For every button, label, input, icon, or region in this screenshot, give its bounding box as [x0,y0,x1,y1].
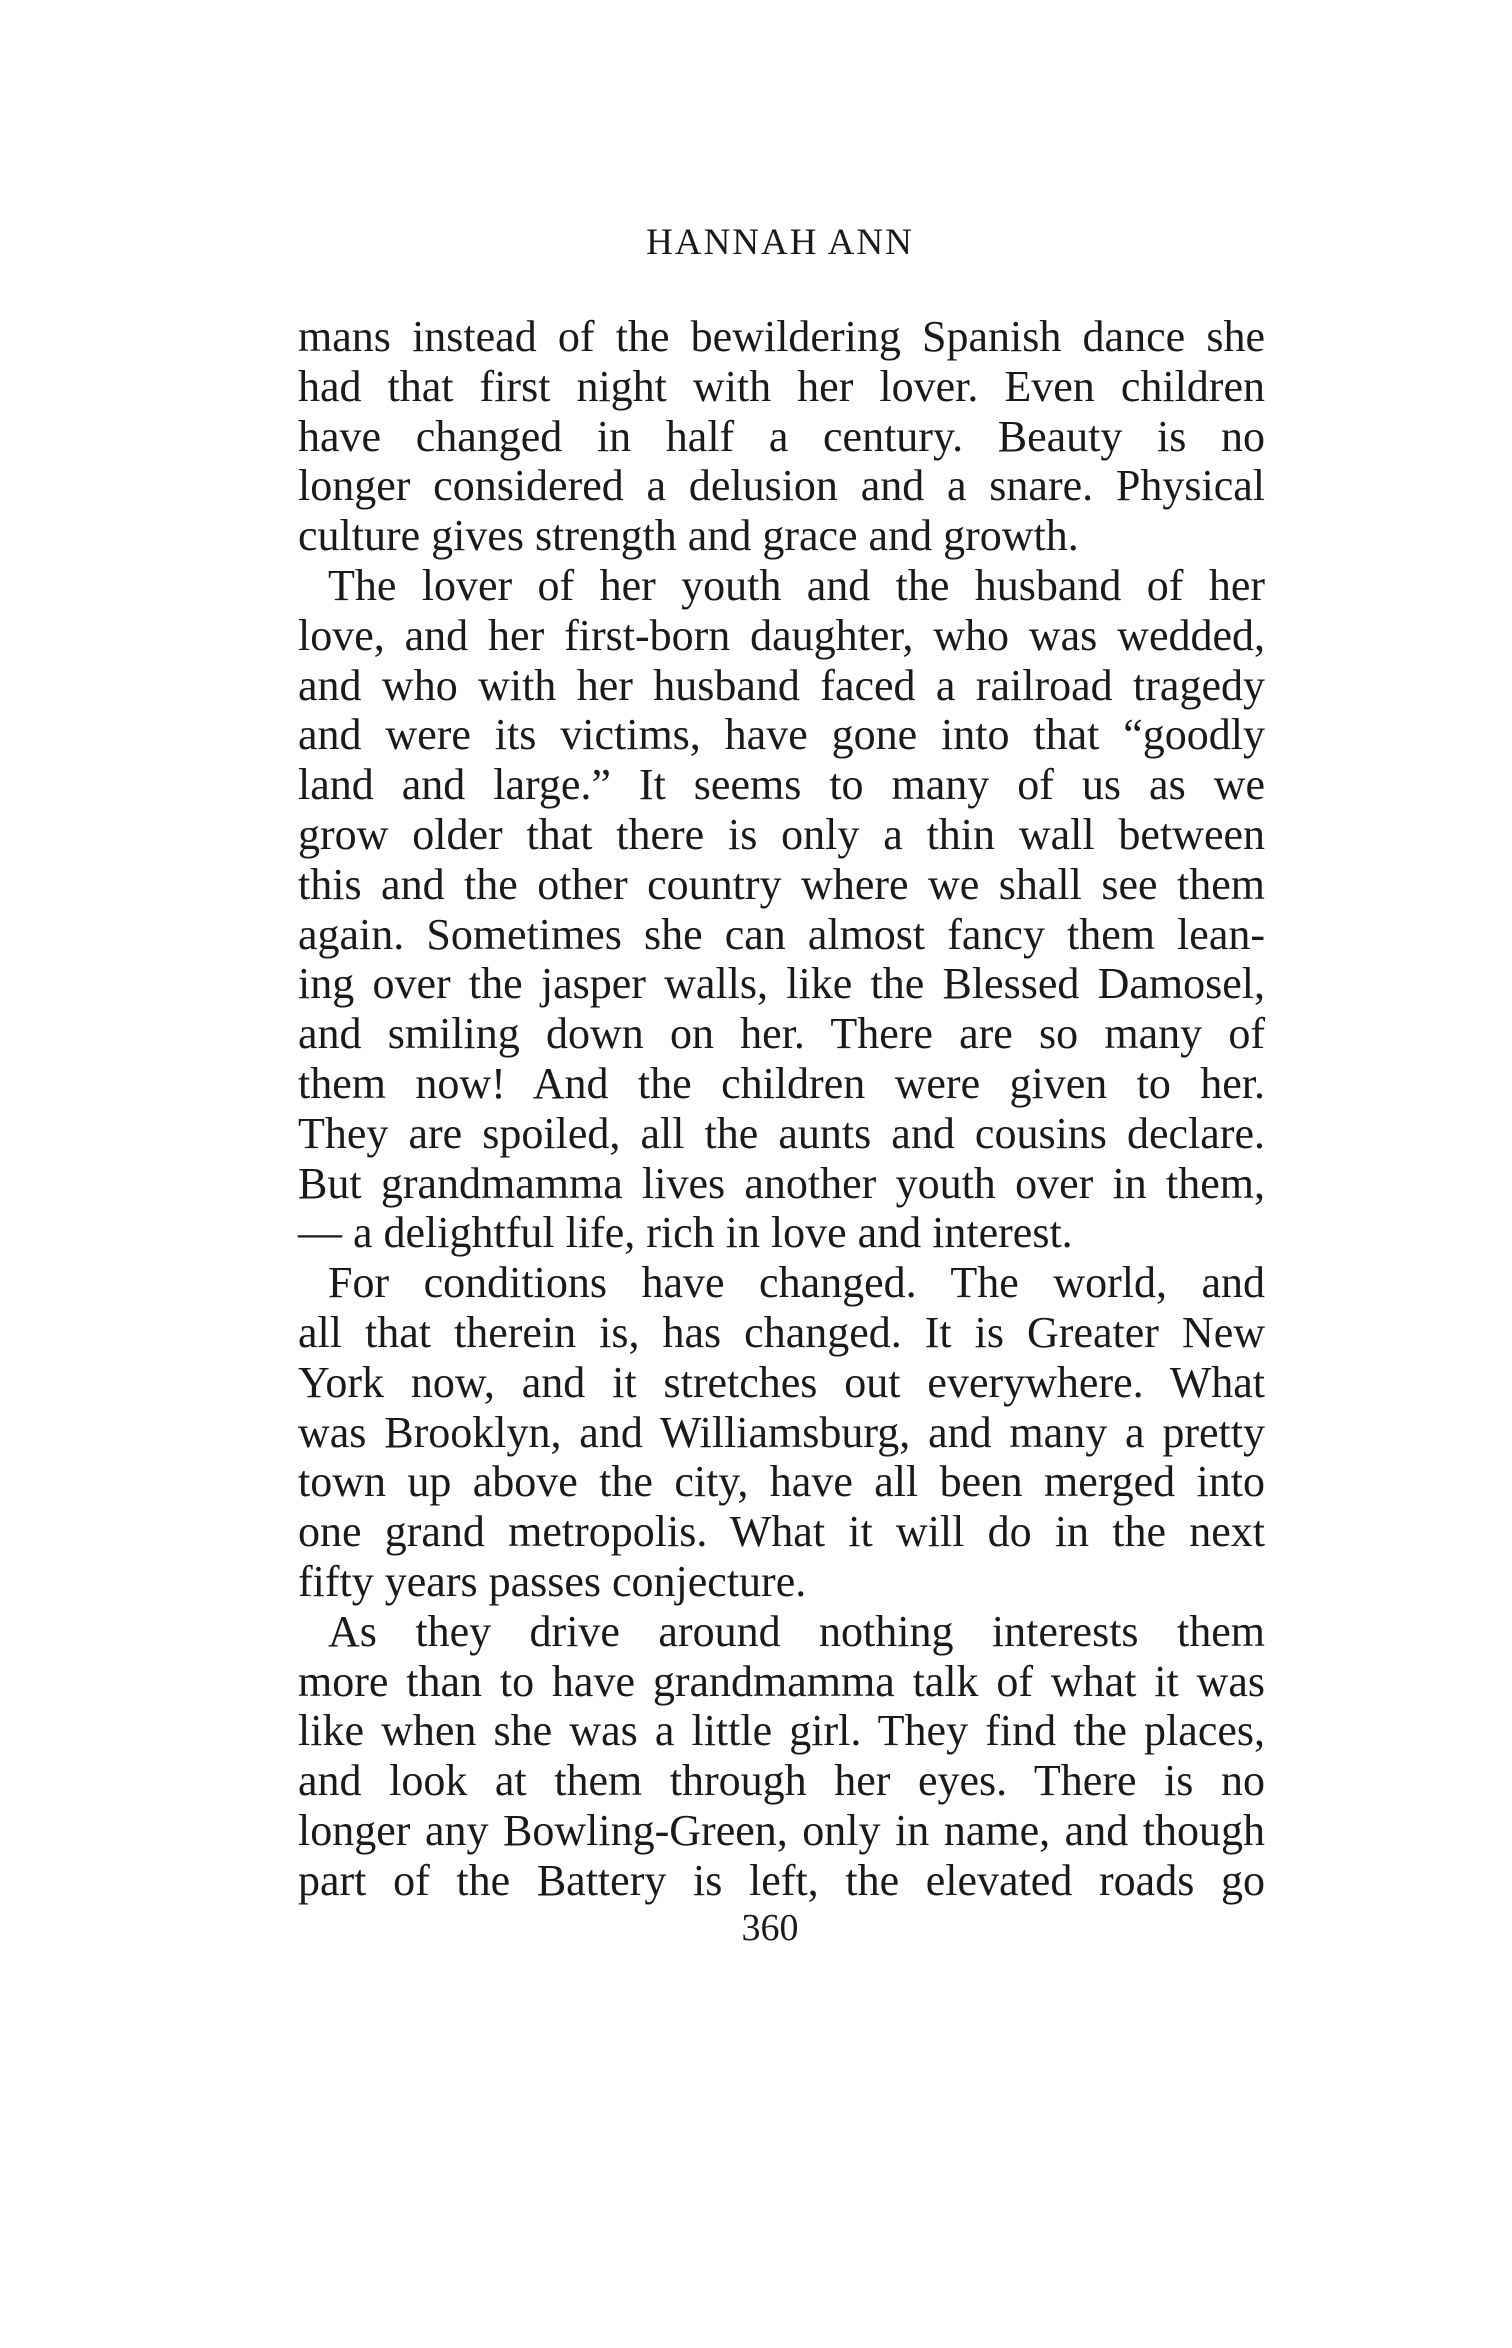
text-line: land and large.” It seems to many of us as we [298,760,1265,810]
text-line: ing over the jasper walls, like the Blessed Damosel, [298,959,1265,1009]
text-line: They are spoiled, all the aunts and cousins declare. [298,1108,1265,1158]
text-line: But grandmamma lives another youth over in them, [298,1158,1265,1208]
text-line: and who with her husband faced a railroad tragedy [298,660,1265,710]
text-line: had that first night with her lover. Even children [298,361,1265,411]
text-line: more than to have grandmamma talk of what it was [298,1656,1265,1706]
text-line: culture gives strength and grace and growth. [298,511,1079,561]
text-line: grow older that there is only a thin wall between [298,809,1265,859]
text-line: longer any Bowling-Green, only in name, and though [298,1805,1265,1855]
text-line: The lover of her youth and the husband of her [328,560,1265,610]
paragraph [298,561,1265,1258]
text-line: — a delightful life, rich in love and interest. [298,1208,1073,1258]
text-line: all that therein is, has changed. It is Greater New [298,1307,1265,1357]
text-line: For conditions have changed. The world, and [328,1258,1265,1308]
text-line: part of the Battery is left, the elevated roads go [298,1855,1265,1905]
text-line: and were its victims, have gone into that “goodly [298,710,1265,760]
text-line: fifty years passes conjecture. [298,1556,807,1606]
paragraph [298,1258,1265,1607]
text-line: this and the other country where we shall see them [298,859,1265,909]
text-line: have changed in half a century. Beauty is no [298,411,1265,461]
text-line: York now, and it stretches out everywhere. What [298,1357,1265,1407]
running-head: HANNAH ANN [646,222,914,263]
paragraph [298,1607,1265,1906]
text-line: and look at them through her eyes. There is no [298,1756,1265,1806]
text-line: one grand metropolis. What it will do in the next [298,1507,1265,1557]
text-line: As they drive around nothing interests them [328,1606,1265,1656]
text-line: longer considered a delusion and a snare. Physical [298,461,1265,511]
text-line: was Brooklyn, and Williamsburg, and many a pretty [298,1407,1265,1457]
body-text [298,312,1265,1906]
paragraph [298,312,1265,561]
text-line: them now! And the children were given to her. [298,1058,1265,1108]
text-line: town up above the city, have all been merged into [298,1457,1265,1507]
text-line: and smiling down on her. There are so many of [298,1009,1265,1059]
text-line: mans instead of the bewildering Spanish dance she [298,312,1265,361]
text-line: again. Sometimes she can almost fancy them lean- [298,909,1265,959]
text-line: love, and her first-born daughter, who was wedded, [298,610,1265,660]
page-number: 360 [741,1907,799,1949]
text-line: like when she was a little girl. They find the places, [298,1706,1265,1756]
